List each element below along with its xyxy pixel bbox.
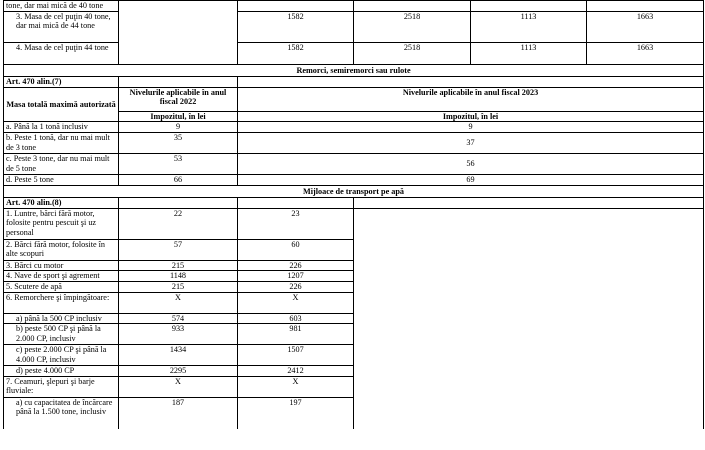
table-row xyxy=(4,42,704,64)
article-reference: Art. 470 alin.(8) xyxy=(4,198,119,209)
cell-value: 9 xyxy=(119,122,238,133)
cell-value: 2412 xyxy=(238,366,354,377)
cell-value: 35 xyxy=(119,132,238,153)
vehicle-tax-table xyxy=(3,0,704,65)
cell-value: 1113 xyxy=(471,42,587,64)
column-header-mass: Masa totală maximă autorizată xyxy=(4,87,119,122)
cell-value: 215 xyxy=(119,281,238,292)
row-label: 4. Masa de cel puţin 44 tone xyxy=(4,42,119,64)
cell-value: X xyxy=(119,292,238,313)
cell-value: 603 xyxy=(238,313,354,324)
cell-value: 981 xyxy=(238,324,354,345)
cell-value: 226 xyxy=(238,281,354,292)
tax-label-2023: Impozitul, în lei xyxy=(238,111,704,122)
tax-label-2022: Impozitul, în lei xyxy=(119,111,238,122)
cell-value: 2518 xyxy=(354,42,471,64)
table-row xyxy=(4,174,704,185)
section-title: Mijloace de transport pe apă xyxy=(4,185,704,198)
cell-value: X xyxy=(238,376,354,397)
table-row xyxy=(4,153,704,174)
row-label: a) cu capacitatea de încărcare până la 1.500 tone, inclusiv xyxy=(4,397,119,429)
table-row xyxy=(4,11,704,42)
cell-value: 22 xyxy=(119,208,238,239)
cell-value: 57 xyxy=(119,239,238,260)
cell-value: 1148 xyxy=(119,271,238,282)
table-row xyxy=(4,132,704,153)
article-reference: Art. 470 alin.(7) xyxy=(4,77,119,88)
column-header-2022: Nivelurile aplicabile în anul fiscal 2022 xyxy=(119,87,238,111)
cell-value: 1507 xyxy=(238,345,354,366)
cell-value: 66 xyxy=(119,174,238,185)
cell-value: 69 xyxy=(238,174,704,185)
cell-value: 2518 xyxy=(354,11,471,42)
row-label: 1. Luntre, bărci fără motor, folosite pentru pescuit şi uz personal xyxy=(4,208,119,239)
cell-value: 1663 xyxy=(587,42,704,64)
cell-value: 1582 xyxy=(238,11,354,42)
tax-document xyxy=(3,0,703,429)
table-row xyxy=(4,198,704,209)
row-label: 7. Ceamuri, şlepuri şi barje fluviale: xyxy=(4,376,119,397)
cell-value: 197 xyxy=(238,397,354,429)
column-header-2023: Nivelurile aplicabile în anul fiscal 2023 xyxy=(238,87,704,111)
row-label: a) până la 500 CP inclusiv xyxy=(4,313,119,324)
cell-value: X xyxy=(238,292,354,313)
cell-value: 215 xyxy=(119,260,238,271)
section-header-row xyxy=(4,185,704,198)
cell-value: 9 xyxy=(238,122,704,133)
trailers-tax-table xyxy=(3,64,704,186)
cell-value: 226 xyxy=(238,260,354,271)
row-label: 4. Nave de sport şi agrement xyxy=(4,271,119,282)
row-label: b. Peste 1 tonă, dar nu mai mult de 3 tone xyxy=(4,132,119,153)
table-row xyxy=(4,77,704,88)
row-label: a. Până la 1 tonă inclusiv xyxy=(4,122,119,133)
cell-value: 1113 xyxy=(471,11,587,42)
cell-value: 1207 xyxy=(238,271,354,282)
row-label: c. Peste 3 tone, dar nu mai mult de 5 tone xyxy=(4,153,119,174)
table-row xyxy=(4,208,704,239)
header-row xyxy=(4,87,704,111)
row-label: d) peste 4.000 CP xyxy=(4,366,119,377)
cell-value: 37 xyxy=(238,132,704,153)
row-label: 3. Bărci cu motor xyxy=(4,260,119,271)
table-row xyxy=(4,122,704,133)
section-title: Remorci, semiremorci sau rulote xyxy=(4,64,704,77)
cell-value: 23 xyxy=(238,208,354,239)
row-label: 3. Masa de cel puţin 40 tone, dar mai mică de 44 tone xyxy=(4,11,119,42)
row-label: d. Peste 5 tone xyxy=(4,174,119,185)
cell-value: 53 xyxy=(119,153,238,174)
cell-value: 187 xyxy=(119,397,238,429)
section-header-row xyxy=(4,64,704,77)
cell-value: 1663 xyxy=(587,11,704,42)
cell-value: 1582 xyxy=(238,42,354,64)
table-row xyxy=(4,1,704,12)
cell-value: X xyxy=(119,376,238,397)
cell-value: 1434 xyxy=(119,345,238,366)
row-label: 2. Bărci fără motor, folosite în alte scopuri xyxy=(4,239,119,260)
cell-value: 574 xyxy=(119,313,238,324)
cell-value: 60 xyxy=(238,239,354,260)
row-label: tone, dar mai mică de 40 tone xyxy=(4,1,119,12)
cell-value: 2295 xyxy=(119,366,238,377)
row-label: 6. Remorchere şi împingătoare: xyxy=(4,292,119,313)
cell-value: 933 xyxy=(119,324,238,345)
cell-value: 56 xyxy=(238,153,704,174)
row-label: 5. Scutere de apă xyxy=(4,281,119,292)
row-label: b) peste 500 CP şi până la 2.000 CP, inclusiv xyxy=(4,324,119,345)
water-transport-tax-table xyxy=(3,185,704,430)
row-label: c) peste 2.000 CP şi până la 4.000 CP, inclusiv xyxy=(4,345,119,366)
